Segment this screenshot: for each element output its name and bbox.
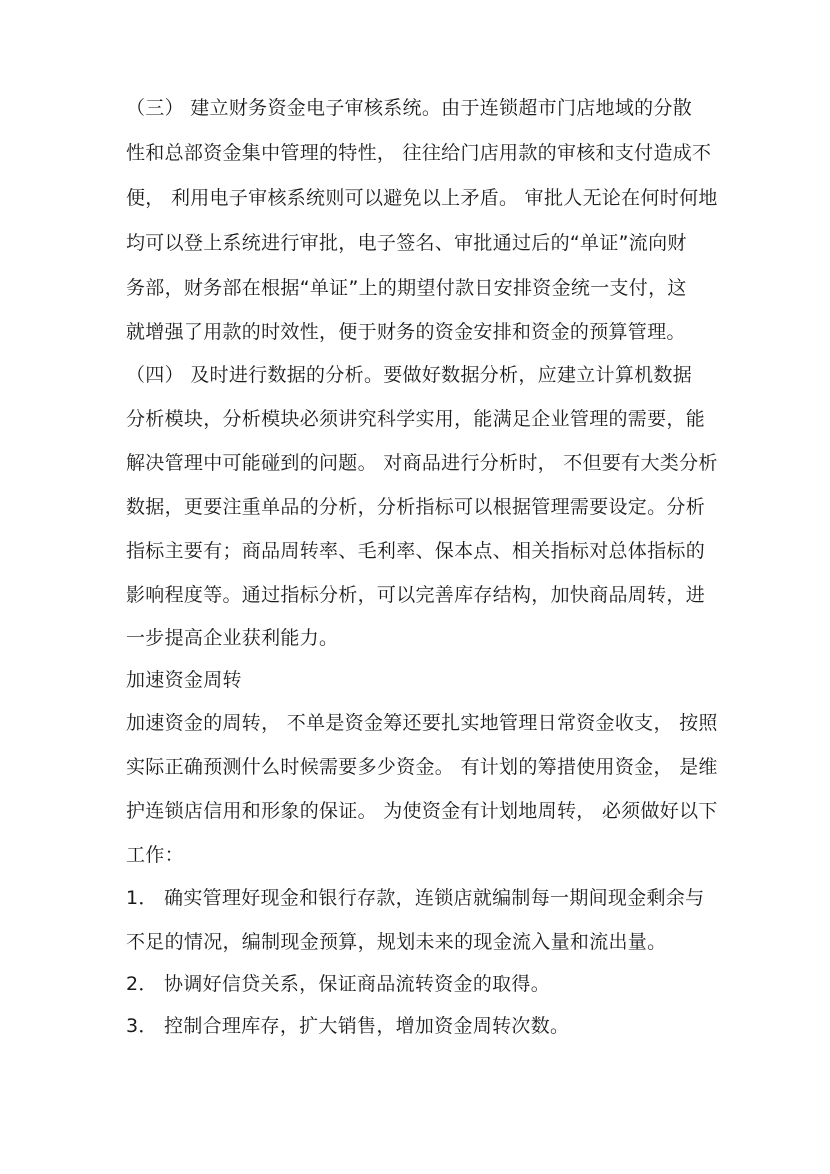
text-line: 性和总部资金集中管理的特性， 往往给门店用款的审核和支付造成不	[126, 142, 712, 164]
text-line: 工作：	[126, 844, 184, 866]
text-line: 解决管理中可能碰到的问题。 对商品进行分析时， 不但要有大类分析	[126, 452, 718, 474]
text-line: （四） 及时进行数据的分析。要做好数据分析，应建立计算机数据	[126, 364, 693, 386]
list-item: 1． 确实管理好现金和银行存款，连锁店就编制每一期间现金剩余与	[126, 887, 705, 909]
text-line: 不足的情况，编制现金预算，规划未来的现金流入量和流出量。	[126, 931, 667, 953]
text-line: 加速资金的周转， 不单是资金筹还要扎实地管理日常资金收支， 按照	[126, 712, 718, 734]
text-line: 务部，财务部在根据“单证”上的期望付款日安排资金统一支付，这	[126, 277, 687, 299]
text-line: （三） 建立财务资金电子审核系统。由于连锁超市门店地域的分散	[126, 97, 693, 119]
text-line: 一步提高企业获利能力。	[126, 627, 339, 649]
list-item: 2． 协调好信贷关系，保证商品流转资金的取得。	[126, 973, 551, 995]
text-line: 实际正确预测什么时候需要多少资金。 有计划的筹措使用资金， 是维	[126, 756, 718, 778]
text-line: 均可以登上系统进行审批，电子签名、审批通过后的“单证”流向财	[126, 232, 687, 254]
text-line: 影响程度等。通过指标分析，可以完善库存结构，加快商品周转，进	[126, 584, 706, 606]
text-line: 数据，更要注重单品的分析，分析指标可以根据管理需要设定。分析	[126, 496, 706, 518]
text-line: 就增强了用款的时效性，便于财务的资金安排和资金的预算管理。	[126, 321, 686, 343]
text-line: 便， 利用电子审核系统则可以避免以上矛盾。 审批人无论在何时何地	[126, 187, 718, 209]
text-line: 指标主要有；商品周转率、毛利率、保本点、相关指标对总体指标的	[126, 540, 706, 562]
text-line: 分析模块，分析模块必须讲究科学实用，能满足企业管理的需要，能	[126, 408, 706, 430]
list-item: 3． 控制合理库存，扩大销售，增加资金周转次数。	[126, 1015, 570, 1037]
text-line: 护连锁店信用和形象的保证。 为使资金有计划地周转， 必须做好以下	[126, 800, 718, 822]
section-heading: 加速资金周转	[126, 669, 242, 691]
